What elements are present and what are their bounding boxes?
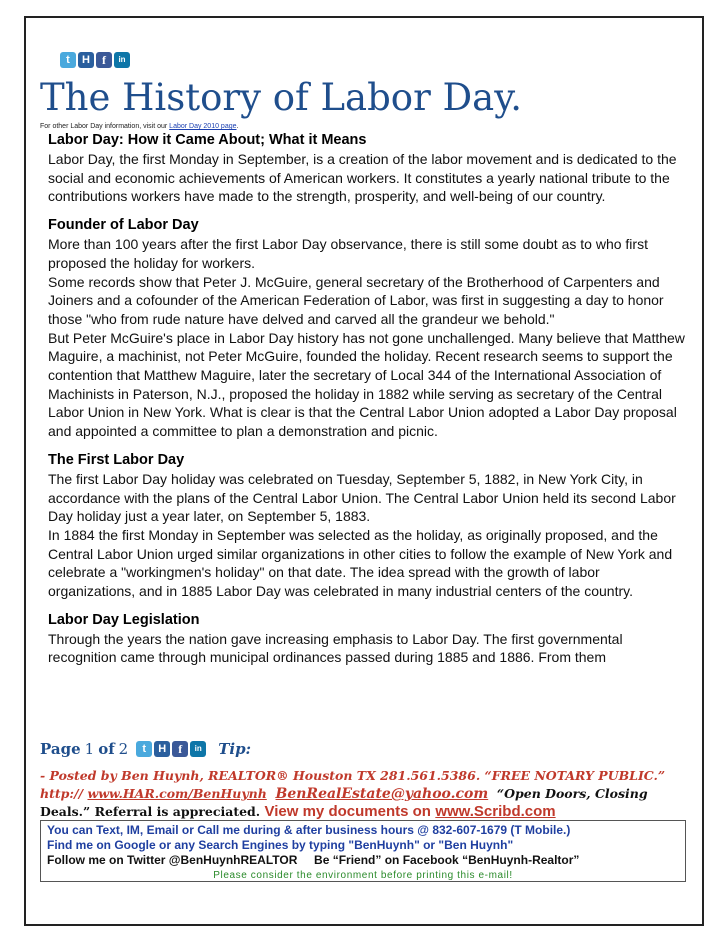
section-gap [48, 601, 688, 611]
har-icon[interactable]: H [78, 52, 94, 68]
open-doors-text: “Open Doors, Closing [496, 786, 648, 801]
other-info-suffix: . [236, 123, 239, 130]
labor-day-2010-link[interactable]: Labor Day 2010 page [169, 123, 237, 130]
page-label: Page [40, 740, 81, 758]
section-gap [48, 206, 688, 216]
other-info-prefix: For other Labor Day information, visit our [40, 123, 170, 130]
share-icons-top [60, 52, 130, 68]
links-line [40, 785, 700, 803]
environment-note: Please consider the environment before printing this e-mail! [213, 870, 513, 881]
page-footer-pager [40, 740, 251, 758]
twitter-icon[interactable]: t [60, 52, 76, 68]
tip-label: Tip: [218, 740, 252, 758]
har-link[interactable]: www.HAR.com/BenHuynh [87, 786, 267, 801]
posted-by-line: - Posted by Ben Huynh, REALTOR® Houston TX 281.561.5386. “FREE NOTARY PUBLIC.” [40, 768, 666, 783]
page-current: 1 [84, 740, 95, 758]
posted-by-block [40, 767, 700, 821]
scribd-link[interactable]: www.Scribd.com [435, 803, 556, 820]
section-heading: Labor Day: How it Came About; What it Means [48, 132, 367, 148]
facebook-friend: Be “Friend” on Facebook “BenHuynh-Realtor” [314, 853, 580, 867]
section-paragraph: But Peter McGuire's place in Labor Day history has not gone unchallenged. Many believe that Matthew Maguire, a machinist, not Peter McGuire, founded the holiday. Recent research seems to support the contention that Matthew Maguire, later the secretary of Local 344 of the International Association of Machinists in Paterson, N.J., proposed the holiday in 1882 while serving as secretary of the Central Labor Union in New York. What is clear is that the Central Labor Union adopted a Labor Day proposal and appointed a committee to plan a demonstration and picnic. [48, 329, 685, 440]
section-heading: Founder of Labor Day [48, 217, 199, 234]
share-icons-footer [136, 741, 206, 757]
other-info-note [40, 123, 238, 130]
section-paragraph: In 1884 the first Monday in September was selected as the holiday, as originally proposed, and the Central Labor Union urged similar organizations in other cities to follow the example of New York and celebrate a "workingmen's holiday" on that date. The idea spread with the growth of labor organizations, and in 1885 Labor Day was celebrated in many industrial centers of the country. [48, 526, 673, 600]
facebook-icon[interactable]: f [172, 741, 188, 757]
har-icon[interactable]: H [154, 741, 170, 757]
twitter-follow: Follow me on Twitter @BenHuynhREALTOR [47, 853, 298, 867]
section-paragraph: The first Labor Day holiday was celebrated on Tuesday, September 5, 1882, in New York City, in accordance with the plans of the Central Labor Union. The Central Labor Union held its second Labor Day holiday just a year later, on September 5, 1883. [48, 470, 676, 525]
facebook-icon[interactable]: f [96, 52, 112, 68]
view-documents-text: View my documents on [264, 803, 431, 820]
contact-line-social [47, 853, 679, 868]
section-heading: The First Labor Day [48, 451, 185, 468]
contact-line-text: You can Text, IM, Email or Call me during & after business hours @ 832-607-1679 (T Mobile.) [47, 823, 571, 837]
twitter-icon[interactable]: t [136, 741, 152, 757]
linkedin-icon[interactable]: in [114, 52, 130, 68]
section-heading: Labor Day Legislation [48, 611, 200, 628]
section-paragraph: Labor Day, the first Monday in September, is a creation of the labor movement and is dedicated to the social and economic achievements of American workers. It constitutes a yearly national tribute to the contributions workers have made to the strength, prosperity, and well-being of our country. [48, 151, 677, 205]
deals-line [40, 803, 700, 821]
article-body [48, 131, 688, 667]
page-total: 2 [118, 740, 129, 758]
section-gap [48, 441, 688, 451]
deals-text: Deals.” Referral is appreciated. [40, 804, 261, 819]
linkedin-icon[interactable]: in [190, 741, 206, 757]
section-paragraph: Through the years the nation gave increasing emphasis to Labor Day. The first governmental recognition came through municipal ordinances passed during 1885 and 1886. From them [48, 630, 623, 666]
section-paragraph: Some records show that Peter J. McGuire, general secretary of the Brotherhood of Carpenters and Joiners and a cofounder of the American Federation of Labor, was first in suggesting a day to honor those "who from rude nature have delved and carved all the grandeur we behold." [48, 273, 664, 327]
contact-line-search: Find me on Google or any Search Engines by typing "BenHuynh" or "Ben Huynh" [47, 838, 514, 852]
page-title: The History of Labor Day. [40, 76, 522, 119]
section-paragraph: More than 100 years after the first Labor Day observance, there is still some doubt as to who first proposed the holiday for workers. [48, 236, 648, 271]
page-of: of [98, 740, 115, 758]
email-link[interactable]: BenRealEstate@yahoo.com [275, 786, 489, 802]
contact-box [40, 820, 686, 882]
http-prefix: http:// [40, 786, 84, 801]
